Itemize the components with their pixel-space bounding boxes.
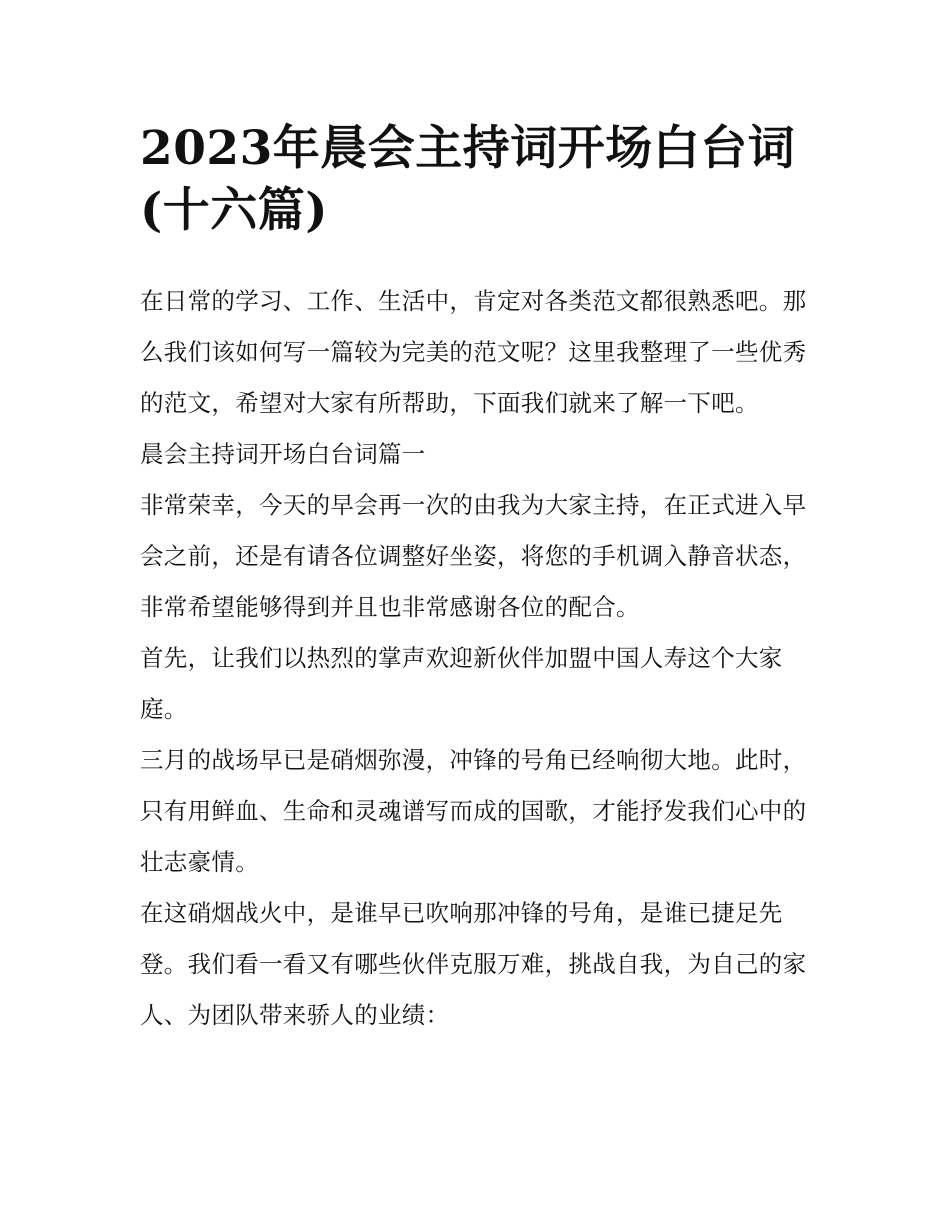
paragraph: 非常荣幸，今天的早会再一次的由我为大家主持，在正式进入早会之前，还是有请各位调整好坐姿，将您的手机调入静音状态，非常希望能够得到并且也非常感谢各位的配合。 [140, 491, 807, 621]
paragraph: 首先，让我们以热烈的掌声欢迎新伙伴加盟中国人寿这个大家庭。 [140, 644, 783, 723]
paragraph: 三月的战场早已是硝烟弥漫，冲锋的号角已经响彻大地。此时，只有用鲜血、生命和灵魂谱写而成的国歌，才能抒发我们心中的壮志豪情。 [140, 746, 807, 876]
document-body [140, 118, 812, 1041]
document-content [140, 276, 812, 1041]
section-heading: 晨会主持词开场白台词篇一 [140, 440, 426, 468]
document-title: 2023年晨会主持词开场白台词(十六篇) [140, 121, 796, 238]
paragraph: 在这硝烟战火中，是谁早已吹响那冲锋的号角，是谁已捷足先登。我们看一看又有哪些伙伴克服万难，挑战自我，为自己的家人、为团队带来骄人的业绩： [140, 899, 807, 1029]
paragraph-intro: 在日常的学习、工作、生活中，肯定对各类范文都很熟悉吧。那么我们该如何写一篇较为完美的范文呢？这里我整理了一些优秀的范文，希望对大家有所帮助，下面我们就来了解一下吧。 [140, 287, 807, 417]
